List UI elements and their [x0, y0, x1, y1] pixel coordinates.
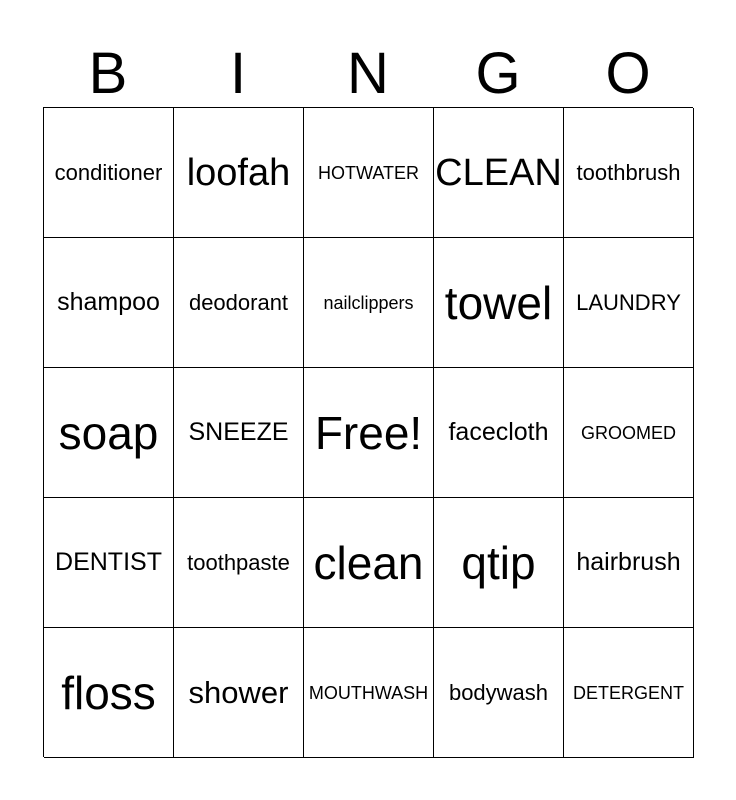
header-letter-g: G: [475, 41, 521, 106]
bingo-cell[interactable]: conditioner: [44, 108, 174, 238]
header-letter-i: I: [229, 41, 247, 106]
bingo-cell[interactable]: towel: [434, 238, 564, 368]
bingo-cell[interactable]: LAUNDRY: [564, 238, 694, 368]
bingo-cell[interactable]: DENTIST: [44, 498, 174, 628]
free-space-cell[interactable]: Free!: [304, 368, 434, 498]
bingo-cell[interactable]: hairbrush: [564, 498, 694, 628]
bingo-cell[interactable]: soap: [44, 368, 174, 498]
bingo-cell[interactable]: deodorant: [174, 238, 304, 368]
bingo-cell[interactable]: shower: [174, 628, 304, 758]
bingo-cell[interactable]: floss: [44, 628, 174, 758]
bingo-cell[interactable]: MOUTHWASH: [304, 628, 434, 758]
bingo-cell[interactable]: toothpaste: [174, 498, 304, 628]
bingo-cell[interactable]: DETERGENT: [564, 628, 694, 758]
bingo-cell[interactable]: qtip: [434, 498, 564, 628]
bingo-cell[interactable]: shampoo: [44, 238, 174, 368]
bingo-cell[interactable]: GROOMED: [564, 368, 694, 498]
bingo-cell[interactable]: bodywash: [434, 628, 564, 758]
bingo-card: [43, 107, 693, 757]
header-letter-o: O: [605, 41, 651, 106]
bingo-header: [43, 40, 693, 108]
bingo-cell[interactable]: SNEEZE: [174, 368, 304, 498]
header-letter-b: B: [88, 41, 128, 106]
bingo-cell[interactable]: facecloth: [434, 368, 564, 498]
bingo-cell[interactable]: loofah: [174, 108, 304, 238]
bingo-cell[interactable]: clean: [304, 498, 434, 628]
bingo-cell[interactable]: HOTWATER: [304, 108, 434, 238]
bingo-cell[interactable]: CLEAN: [434, 108, 564, 238]
header-letter-n: N: [347, 41, 389, 106]
bingo-cell[interactable]: toothbrush: [564, 108, 694, 238]
bingo-cell[interactable]: nailclippers: [304, 238, 434, 368]
